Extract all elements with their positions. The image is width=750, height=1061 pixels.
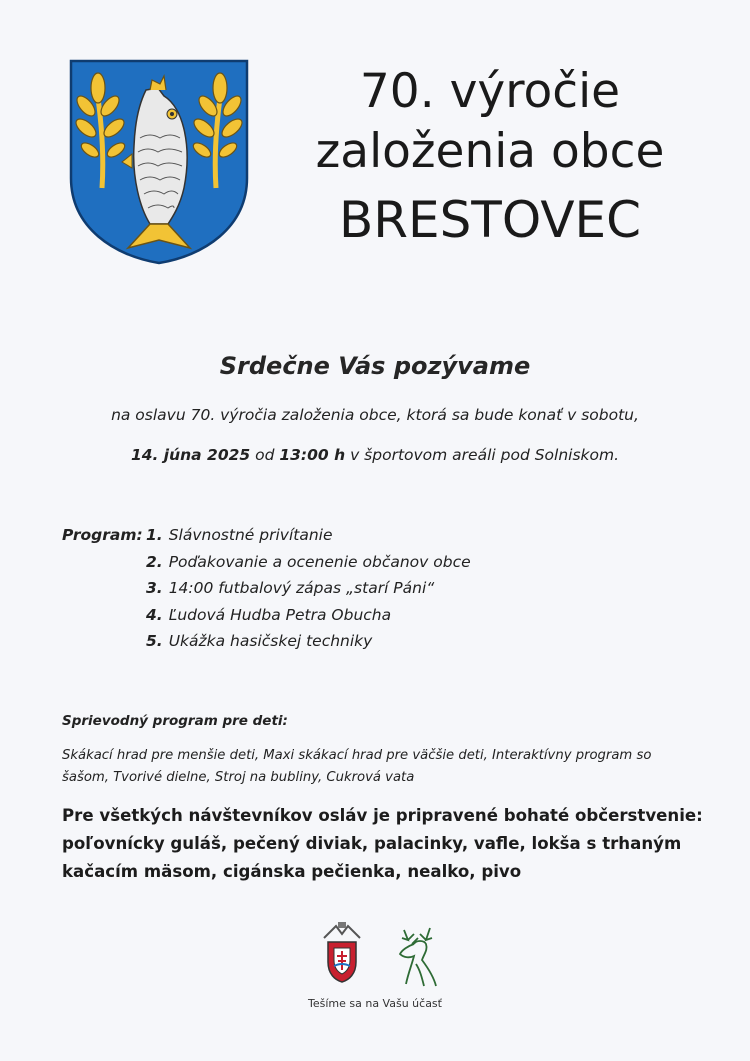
program-item-text: Poďakovanie a ocenenie občanov obce [168,552,471,571]
program-item [146,526,546,553]
program-item-number: 1. [146,526,163,544]
poster-title [255,62,725,250]
invitation-heading: Srdečne Vás pozývame [219,352,531,380]
closing-message: Tešíme sa na Vašu účasť [308,997,442,1010]
title-line-village: BRESTOVEC [338,191,642,249]
title-line-founding: založenia obce [315,124,665,179]
event-from: od [250,446,280,464]
title-line-anniversary: 70. výročie [359,64,621,119]
program-item-text: 14:00 futbalový zápas „starí Páni“ [168,579,435,597]
kids-program-text: Skákací hrad pre menšie deti, Maxi skákací hrad pre väčšie deti, Interaktívny program so šašom, Tvorivé dielne, Stroj na bubliny, Cukrová vata [62,748,652,785]
program-list [146,526,546,659]
program-item [146,606,546,633]
event-place: v športovom areáli pod Solniskom. [345,446,620,464]
kids-program-title: Sprievodný program pre deti: [62,713,288,729]
program-item-number: 4. [146,605,163,624]
firefighters-emblem-icon [324,922,360,982]
invitation-intro: na oslavu 70. výročia založenia obce, ktorá sa bude konať v sobotu, [111,406,639,424]
program-item [146,632,546,659]
program-item-number: 2. [146,552,163,571]
program-item-text: Ľudová Hudba Petra Obucha [168,605,392,624]
hunters-deer-icon [400,928,436,986]
event-time: 13:00 h [279,446,346,464]
program-item [146,553,546,580]
program-item-text: Ukážka hasičskej techniky [168,632,373,650]
program-item-text: Slávnostné privítanie [168,526,333,544]
program-item [146,579,546,606]
coat-of-arms-logo [68,58,250,266]
event-date: 14. júna 2025 [130,446,251,464]
program-item-number: 5. [146,632,163,650]
event-date-place [0,446,750,464]
program-item-number: 3. [146,579,163,597]
sponsor-logos [316,920,446,990]
program-label: Program: [62,526,143,544]
refreshments-text: Pre všetkých návštevníkov osláv je pripravené bohaté občerstvenie: poľovnícky guláš, pečený diviak, palacinky, vafle, lokša s trhaným kačacím mäsom, cigánska pečienka, nealko, pivo [62,806,703,881]
